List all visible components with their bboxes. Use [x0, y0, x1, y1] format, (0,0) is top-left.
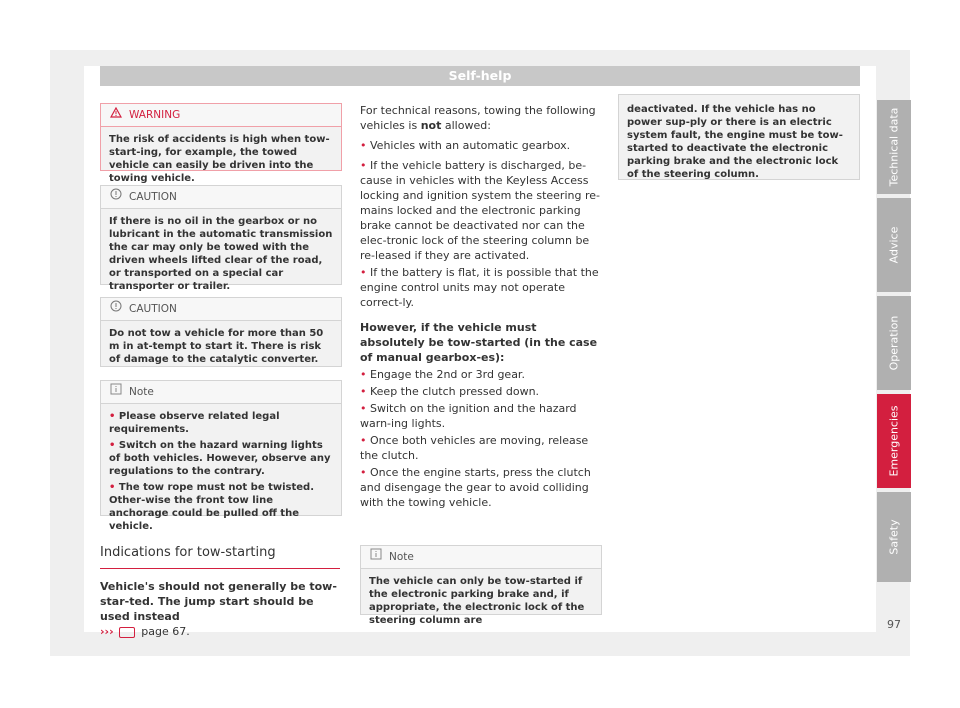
- page-number: 97: [887, 618, 901, 631]
- note-text: deactivated. If the vehicle has no power sup-ply or there is an electric system fault, the engine must be tow-started to deactivate the electronic parking brake and the electronic lock of the steering column.: [627, 104, 843, 180]
- caution-text: Do not tow a vehicle for more than 50 m in at-tempt to start it. There is risk of damage to the catalytic converter.: [109, 328, 324, 365]
- list-item: • The tow rope must not be twisted. Other-wise the front tow line anchorage could be pulled off the vehicle.: [109, 482, 315, 532]
- list-item: • Vehicles with an automatic gearbox.: [360, 139, 571, 152]
- info-icon: [369, 546, 383, 568]
- cross-reference-link[interactable]: page 67.: [141, 625, 190, 638]
- tab-operation[interactable]: Operation: [877, 296, 911, 390]
- caution-circle-icon: [109, 298, 123, 320]
- subheading: However, if the vehicle must absolutely be tow-started (in the case of manual gearbox-es):: [360, 321, 598, 364]
- tab-emergencies[interactable]: Emergencies: [877, 394, 911, 488]
- tab-technical-data[interactable]: Technical data: [877, 100, 911, 194]
- section-heading: Indications for tow-starting: [100, 545, 340, 569]
- list-item: • Please observe related legal requirements.: [109, 411, 280, 435]
- tab-safety[interactable]: Safety: [877, 492, 911, 582]
- note-title: Note: [129, 386, 154, 398]
- list-item: • If the vehicle battery is discharged, be-cause in vehicles with the Keyless Access locking and ignition system the steering re-mains locked and the electronic parking brake cannot be deactivated nor can the elec-tronic lock of the steering column be re-leased if they are activated.: [360, 159, 600, 262]
- caution-title: CAUTION: [129, 303, 177, 315]
- list-item: • Keep the clutch pressed down.: [360, 385, 540, 398]
- warning-triangle-icon: [109, 104, 123, 126]
- note-box: [100, 380, 342, 532]
- column-2: [360, 103, 602, 515]
- paragraph: For technical reasons, towing the following vehicles is not allowed:: [360, 104, 596, 132]
- warning-title: WARNING: [129, 109, 181, 121]
- warning-text: The risk of accidents is high when tow-start-ing, for example, the towed vehicle can easily be driven into the towing vehicle.: [109, 134, 330, 184]
- list-item: • Switch on the hazard warning lights of both vehicles. However, observe any regulations to the contrary.: [109, 440, 331, 477]
- page-header: Self-help: [100, 66, 860, 86]
- note-title: Note: [389, 551, 414, 563]
- warning-box: [100, 103, 342, 184]
- caution-title: CAUTION: [129, 191, 177, 203]
- caution-text: If there is no oil in the gearbox or no lubricant in the automatic transmission the car may only be towed with the driven wheels lifted clear of the road, or transported on a special car transporter or trailer.: [109, 216, 333, 292]
- tab-advice[interactable]: Advice: [877, 198, 911, 292]
- caution-box: [100, 297, 342, 367]
- cross-reference-arrows: ›››: [100, 625, 114, 638]
- info-icon: [109, 381, 123, 403]
- list-item: • Once the engine starts, press the clutch and disengage the gear to avoid colliding with the towing vehicle.: [360, 466, 591, 509]
- book-icon: [119, 627, 135, 638]
- list-item: • Engage the 2nd or 3rd gear.: [360, 368, 525, 381]
- caution-box: [100, 185, 342, 292]
- note-box: [360, 545, 602, 626]
- list-item: • Once both vehicles are moving, release the clutch.: [360, 434, 589, 462]
- section-intro: Vehicle's should not generally be tow-star-ted. The jump start should be used instead ››› page 67.: [100, 580, 337, 638]
- list-item: • Switch on the ignition and the hazard warn-ing lights.: [360, 402, 577, 430]
- note-box-continuation: [618, 94, 860, 180]
- list-item: • If the battery is flat, it is possible that the engine control units may not operate correct-ly.: [360, 266, 599, 309]
- note-text: The vehicle can only be tow-started if the electronic parking brake and, if appropriate, the electronic lock of the steering column are: [369, 576, 585, 626]
- caution-circle-icon: [109, 186, 123, 208]
